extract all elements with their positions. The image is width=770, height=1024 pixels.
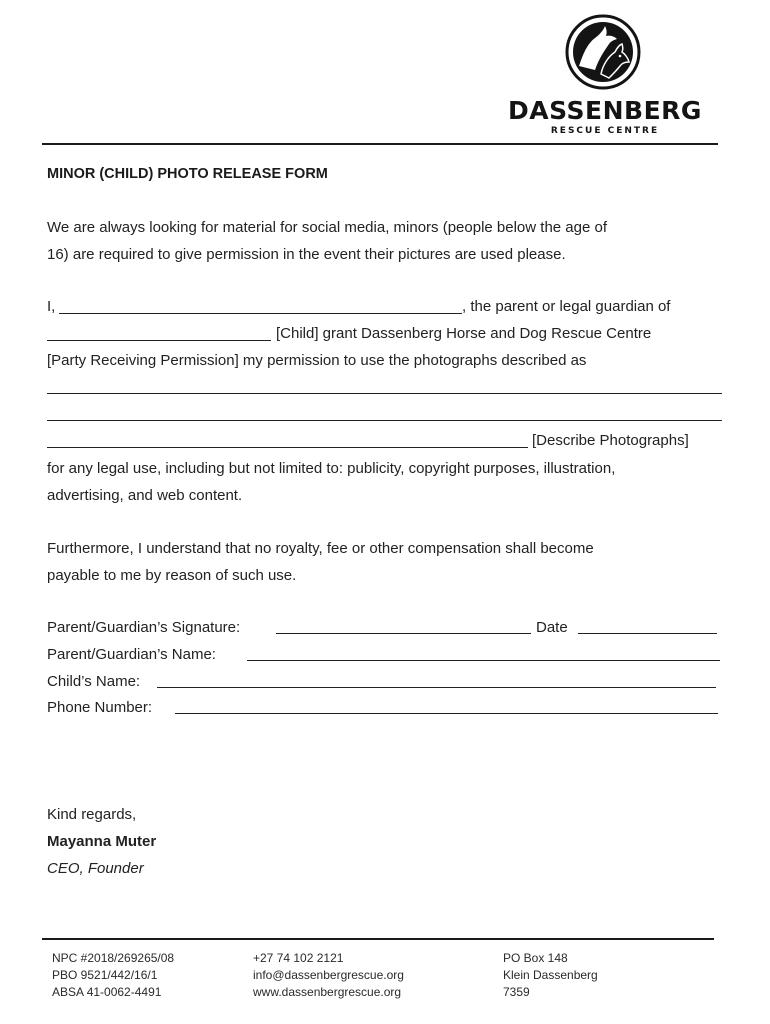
use-paragraph: [47, 455, 727, 509]
guardian-name-label: Parent/Guardian’s Name:: [47, 646, 216, 663]
footer-bank: ABSA 41-0062-4491: [52, 985, 162, 999]
footer-phone: +27 74 102 2121: [253, 951, 344, 965]
date-label: Date: [536, 619, 568, 636]
footer-divider: [42, 938, 714, 940]
guardian-name-field[interactable]: [247, 660, 720, 661]
footer-npc: NPC #2018/269265/08: [52, 951, 175, 965]
logo-subtitle: RESCUE CENTRE: [550, 126, 660, 136]
child-name-blank[interactable]: [47, 340, 271, 341]
footer-email[interactable]: info@dassenbergrescue.org: [253, 968, 404, 982]
footer-pbo: PBO 9521/442/16/1: [52, 968, 158, 982]
footer-address: [503, 950, 598, 1001]
describe-photographs-blank-3[interactable]: [47, 447, 528, 448]
kind-regards: Kind regards,: [47, 806, 137, 823]
describe-photographs-blank-2[interactable]: [47, 420, 722, 421]
child-name-label: Child’s Name:: [47, 673, 141, 690]
i-label: I,: [47, 298, 56, 315]
date-field[interactable]: [578, 633, 717, 634]
footer-postcode: 7359: [503, 985, 530, 999]
intro-line-1: We are always looking for material for social media, minors (people below the age of: [47, 219, 607, 236]
guardian-suffix: , the parent or legal guardian of: [462, 298, 671, 315]
signature-label: Parent/Guardian’s Signature:: [47, 619, 241, 636]
footer-po-box: PO Box 148: [503, 951, 568, 965]
child-name-field[interactable]: [157, 687, 716, 688]
guardian-name-blank[interactable]: [59, 313, 462, 314]
child-suffix: [Child] grant Dassenberg Horse and Dog Rescue Centre: [276, 325, 652, 342]
footer-registration: [52, 950, 174, 1001]
footer-contact: [253, 950, 404, 1001]
signatory-role: CEO, Founder: [47, 860, 144, 877]
horse-and-dog-head-icon: [565, 14, 641, 90]
intro-line-2: 16) are required to give permission in the event their pictures are used please.: [47, 246, 566, 263]
party-line: [Party Receiving Permission] my permission to use the photographs described as: [47, 352, 587, 369]
phone-label: Phone Number:: [47, 699, 153, 716]
furthermore-line-2: payable to me by reason of such use.: [47, 567, 297, 584]
form-title: MINOR (CHILD) PHOTO RELEASE FORM: [47, 166, 328, 182]
use-line-1: for any legal use, including but not limited to: publicity, copyright purposes, illustration,: [47, 460, 616, 477]
phone-field[interactable]: [175, 713, 718, 714]
furthermore-paragraph: [47, 535, 727, 589]
describe-photographs-label: [Describe Photographs]: [532, 432, 689, 449]
furthermore-line-1: Furthermore, I understand that no royalty, fee or other compensation shall become: [47, 540, 594, 557]
footer-town: Klein Dassenberg: [503, 968, 598, 982]
intro-paragraph: [47, 214, 727, 268]
use-line-2: advertising, and web content.: [47, 487, 243, 504]
logo-name: DASSENBERG: [508, 96, 702, 125]
footer-website[interactable]: www.dassenbergrescue.org: [253, 985, 402, 999]
header-divider: [42, 143, 718, 145]
signatory-name: Mayanna Muter: [47, 833, 157, 850]
describe-photographs-blank-1[interactable]: [47, 393, 722, 394]
signature-field[interactable]: [276, 633, 531, 634]
dassenberg-logo: [497, 12, 713, 138]
